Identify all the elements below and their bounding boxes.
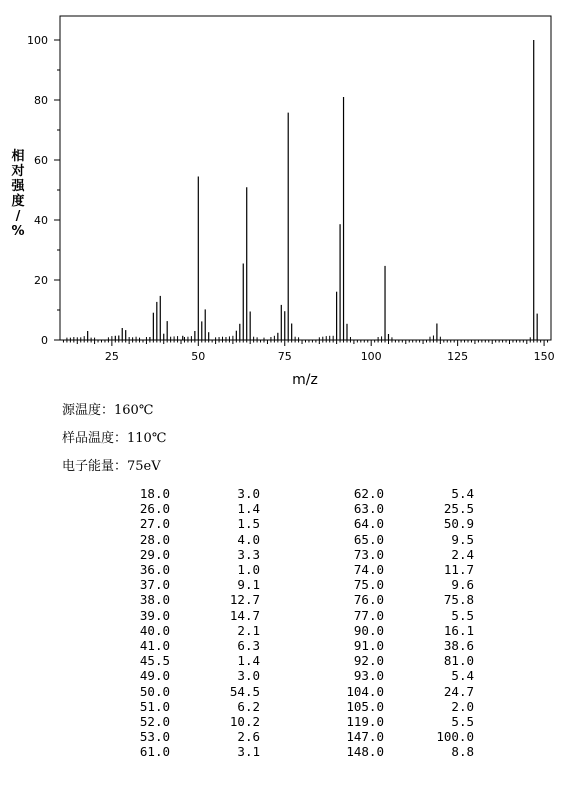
intensity-cell: 1.4 (237, 653, 260, 669)
mz-cell: 92.0 (353, 653, 384, 669)
intensity-cell: 3.0 (237, 668, 260, 684)
x-axis-label: m/z (292, 372, 318, 388)
mz-cell: 51.0 (139, 698, 170, 714)
y-tick-label: 100 (27, 34, 48, 47)
mz-cell: 36.0 (139, 562, 170, 578)
mz-cell: 18.0 (139, 486, 170, 501)
intensity-cell: 9.1 (237, 577, 260, 593)
mz-cell: 26.0 (139, 501, 170, 517)
table-row (100, 501, 474, 516)
mz-cell: 50.0 (139, 683, 170, 699)
mz-cell: 73.0 (353, 546, 384, 562)
table-row (100, 486, 474, 501)
intensity-cell: 12.7 (229, 592, 260, 608)
table-row (100, 714, 474, 729)
peak-table (100, 486, 474, 760)
y-tick-label: 20 (34, 274, 48, 287)
intensity-cell: 75.8 (443, 592, 474, 608)
axis-ticks (27, 34, 555, 363)
intensity-cell: 2.4 (451, 546, 474, 562)
intensity-cell: 9.5 (451, 531, 474, 547)
intensity-cell: 9.6 (451, 577, 474, 593)
intensity-cell: 25.5 (443, 501, 474, 517)
y-axis-label-char: 对 (11, 164, 25, 179)
mz-cell: 45.5 (139, 653, 170, 669)
table-row (100, 547, 474, 562)
mz-cell: 41.0 (139, 638, 170, 654)
mz-cell: 74.0 (353, 562, 384, 578)
intensity-cell: 1.4 (237, 501, 260, 517)
x-tick-label: 50 (191, 350, 206, 363)
intensity-cell: 100.0 (436, 729, 474, 745)
x-tick-label: 25 (104, 350, 119, 363)
table-row (100, 562, 474, 577)
intensity-cell: 81.0 (443, 653, 474, 669)
table-row (100, 516, 474, 531)
y-axis-label-char: / (15, 209, 21, 224)
y-tick-label: 0 (41, 334, 48, 347)
mz-cell: 40.0 (139, 622, 170, 638)
table-row (100, 608, 474, 623)
intensity-cell: 3.3 (237, 546, 260, 562)
intensity-cell: 4.0 (237, 531, 260, 547)
peak-bars (67, 40, 537, 340)
mz-cell: 53.0 (139, 729, 170, 745)
intensity-cell: 6.3 (237, 638, 260, 654)
table-row (100, 684, 474, 699)
mz-cell: 63.0 (353, 501, 384, 517)
y-tick-label: 40 (34, 214, 48, 227)
table-row (100, 638, 474, 653)
intensity-cell: 10.2 (229, 714, 260, 730)
mz-cell: 49.0 (139, 668, 170, 684)
y-axis-label-char: 度 (11, 194, 25, 209)
mz-cell: 76.0 (353, 592, 384, 608)
table-row (100, 623, 474, 638)
table-row (100, 653, 474, 668)
table-row (100, 668, 474, 683)
mz-cell: 105.0 (346, 698, 384, 714)
mz-cell: 62.0 (353, 486, 384, 501)
intensity-cell: 2.6 (237, 729, 260, 745)
intensity-cell: 5.4 (451, 668, 474, 684)
intensity-cell: 38.6 (443, 638, 474, 654)
intensity-cell: 16.1 (443, 622, 474, 638)
intensity-cell: 2.0 (451, 698, 474, 714)
mz-cell: 147.0 (346, 729, 384, 745)
mz-cell: 64.0 (353, 516, 384, 532)
intensity-cell: 1.0 (237, 562, 260, 578)
plot-border (60, 16, 551, 340)
intensity-cell: 5.4 (451, 486, 474, 501)
intensity-cell: 5.5 (451, 714, 474, 730)
mz-cell: 28.0 (139, 531, 170, 547)
y-axis-label-char: 强 (11, 179, 25, 194)
mass-spectrum-chart (0, 0, 570, 395)
mz-cell: 148.0 (346, 744, 384, 760)
intensity-cell: 54.5 (229, 683, 260, 699)
mz-cell: 90.0 (353, 622, 384, 638)
y-tick-label: 60 (34, 154, 48, 167)
electron-energy: 电子能量：75eV (62, 459, 161, 474)
x-tick-label: 75 (277, 350, 292, 363)
mz-cell: 91.0 (353, 638, 384, 654)
mz-cell: 29.0 (139, 546, 170, 562)
mz-cell: 65.0 (353, 531, 384, 547)
x-tick-label: 100 (360, 350, 382, 363)
x-tick-label: 125 (447, 350, 469, 363)
table-row (100, 744, 474, 759)
y-tick-label: 80 (34, 94, 48, 107)
y-axis-label-char: 相 (11, 149, 25, 164)
table-row (100, 592, 474, 607)
table-row (100, 699, 474, 714)
mz-cell: 38.0 (139, 592, 170, 608)
sample-temperature: 样品温度：110℃ (62, 431, 167, 446)
mz-cell: 119.0 (346, 714, 384, 730)
intensity-cell: 3.1 (237, 744, 260, 760)
y-axis-label (10, 148, 25, 239)
mz-cell: 75.0 (353, 577, 384, 593)
intensity-cell: 1.5 (237, 516, 260, 532)
intensity-cell: 14.7 (229, 607, 260, 623)
mz-cell: 61.0 (139, 744, 170, 760)
intensity-cell: 8.8 (451, 744, 474, 760)
intensity-cell: 6.2 (237, 698, 260, 714)
mz-cell: 77.0 (353, 607, 384, 623)
mz-cell: 37.0 (139, 577, 170, 593)
mz-cell: 39.0 (139, 607, 170, 623)
intensity-cell: 11.7 (443, 562, 474, 578)
mz-cell: 52.0 (139, 714, 170, 730)
intensity-cell: 3.0 (237, 486, 260, 501)
mz-cell: 93.0 (353, 668, 384, 684)
intensity-cell: 5.5 (451, 607, 474, 623)
intensity-cell: 24.7 (443, 683, 474, 699)
mz-cell: 27.0 (139, 516, 170, 532)
mz-cell: 104.0 (346, 683, 384, 699)
intensity-cell: 2.1 (237, 622, 260, 638)
x-tick-label: 150 (533, 350, 555, 363)
plot-frame (60, 16, 551, 340)
table-row (100, 532, 474, 547)
table-row (100, 729, 474, 744)
y-axis-label-char: % (11, 224, 25, 239)
table-row (100, 577, 474, 592)
source-temperature: 源温度：160℃ (62, 403, 154, 418)
intensity-cell: 50.9 (443, 516, 474, 532)
